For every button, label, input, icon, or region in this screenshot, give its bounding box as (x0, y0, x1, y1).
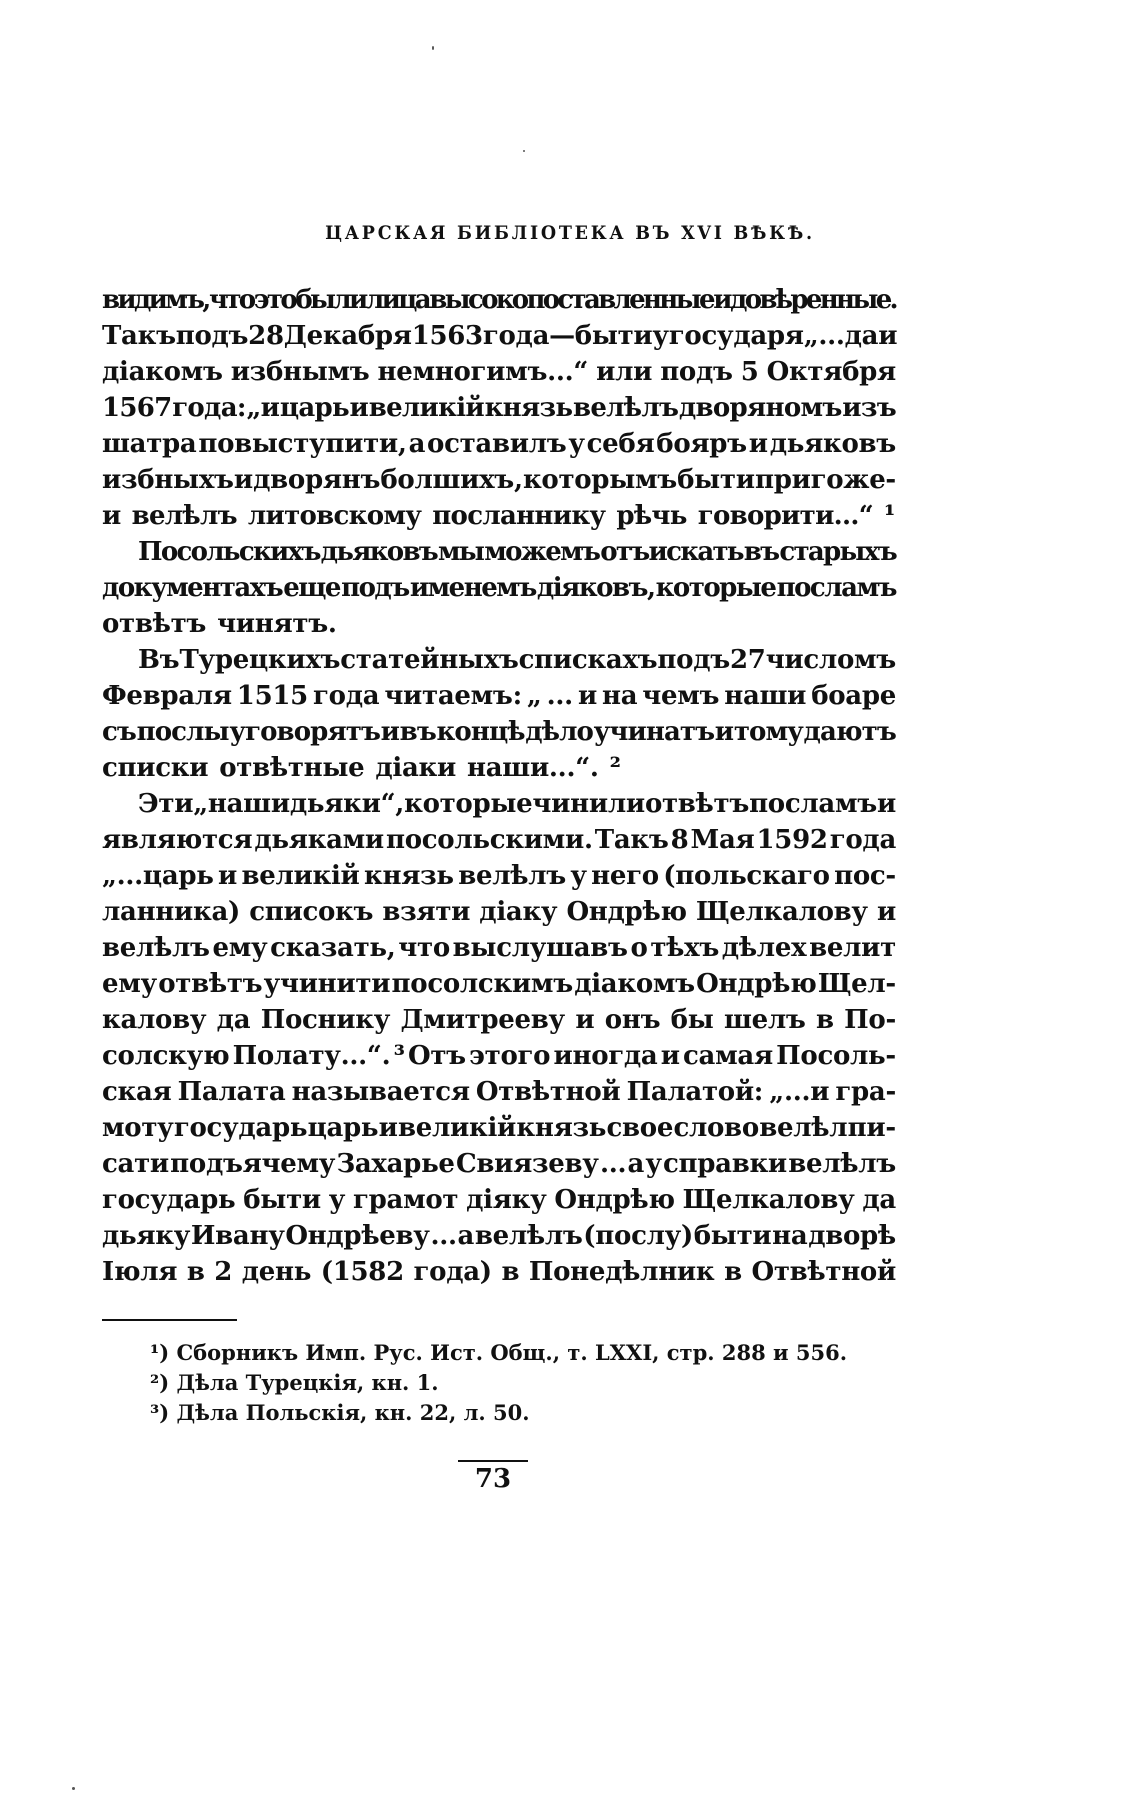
word: у (570, 861, 587, 891)
word: шатра (102, 429, 197, 459)
word: являются (102, 825, 253, 855)
word: день (241, 1257, 312, 1287)
word: рѣчь (616, 501, 687, 531)
word: Щелкалову (682, 1185, 855, 1215)
word: ская (102, 1077, 172, 1107)
body-text (102, 282, 896, 1290)
word: Отъ (408, 1041, 466, 1071)
word: и (102, 501, 121, 531)
word: Отвѣтной (475, 1077, 621, 1107)
word: и (876, 789, 896, 819)
word: и (660, 1041, 680, 1071)
word: или (596, 357, 653, 387)
word: Мая (690, 825, 755, 855)
word: велит (809, 933, 896, 963)
word: даютъ (803, 717, 896, 747)
word: Понедѣлник (528, 1257, 715, 1287)
word: и (713, 285, 730, 315)
footnotes (150, 1338, 910, 1428)
word: Ондрѣю (566, 897, 687, 927)
word: года—быти (482, 321, 653, 351)
word: Щел- (817, 969, 896, 999)
text-line (102, 1002, 896, 1038)
word: да (862, 1185, 896, 1215)
word: это (253, 285, 295, 315)
text-line (102, 894, 896, 930)
word: концѣ (436, 717, 525, 747)
word: дворянъ (253, 465, 381, 495)
word: ему (102, 969, 157, 999)
word: подъ (660, 357, 733, 387)
word: Посольскихъ (138, 537, 320, 567)
word: царь (279, 393, 349, 423)
word: Въ (138, 645, 180, 675)
word: лица (365, 285, 429, 315)
word: слово (673, 1113, 759, 1143)
word: государь (173, 1113, 308, 1143)
word: Ондрѣю (696, 969, 817, 999)
word: а (457, 1221, 475, 1251)
word: солскую (102, 1041, 230, 1071)
text-line (102, 1218, 896, 1254)
word: велѣлъ (458, 861, 566, 891)
word: видимъ, (102, 285, 209, 315)
text-line (102, 858, 896, 894)
word: Ондрѣю (554, 1185, 675, 1215)
word: князь (516, 1113, 607, 1143)
word: в (186, 1257, 205, 1287)
word: Палатой: (626, 1077, 764, 1107)
word: подъ (657, 645, 730, 675)
word: ему (212, 933, 268, 963)
word: которымъ (522, 465, 677, 495)
word: в (501, 1257, 520, 1287)
word: дѣлех (721, 933, 807, 963)
word: въ (399, 717, 436, 747)
word: гра- (835, 1077, 896, 1107)
word: велѣлъ (102, 933, 210, 963)
word: велѣлъ (788, 1149, 896, 1179)
word: посольскими. (385, 825, 593, 855)
word: пи- (847, 1113, 896, 1143)
word: статейныхъ (340, 645, 519, 675)
word: „наши (193, 789, 290, 819)
word: именемъ (409, 573, 536, 603)
word: можемъ (484, 537, 600, 567)
word: діаки (375, 753, 457, 783)
word: себя (586, 429, 655, 459)
word: діакомъ (102, 357, 223, 387)
word: чинили (532, 789, 645, 819)
word: подъячему (170, 1149, 336, 1179)
word: что (209, 285, 254, 315)
word: учинити (263, 969, 391, 999)
word: ... (599, 1149, 627, 1179)
word: ¹ (883, 501, 895, 531)
word: ... (430, 1221, 457, 1251)
footnote-text: Дѣла Турецкія, кн. 1. (176, 1370, 439, 1395)
text-line (102, 426, 896, 462)
word: литовскому (247, 501, 422, 531)
word: быти (677, 465, 755, 495)
word: калову (102, 1005, 207, 1035)
word: Дмитрееву (400, 1005, 565, 1035)
page-number: 73 (474, 1464, 512, 1494)
word: года: (172, 393, 246, 423)
word: дьяками (254, 825, 384, 855)
word: были (295, 285, 366, 315)
word: изъ (842, 393, 896, 423)
word: дѣло (525, 717, 593, 747)
word: и (378, 1113, 398, 1143)
word: о (630, 933, 648, 963)
word: и (878, 321, 898, 351)
word: Такъ (102, 321, 176, 351)
word: а (627, 1149, 645, 1179)
word: (послу) (583, 1221, 693, 1251)
word: діяку (466, 1185, 547, 1215)
word: отвѣтъ (644, 789, 749, 819)
text-line (102, 642, 896, 678)
word: послы (136, 717, 229, 747)
word: Такъ (594, 825, 669, 855)
word: этого (469, 1041, 551, 1071)
word: Щелкалову (695, 897, 868, 927)
word: отвѣтъ (158, 969, 263, 999)
word: и (876, 897, 896, 927)
word: довѣренные. (730, 285, 896, 315)
word: наши...“. (467, 753, 599, 783)
text-line (102, 678, 896, 714)
word: Ондрѣеву (285, 1221, 430, 1251)
word: дьяковъ (769, 429, 896, 459)
word: болшихъ, (380, 465, 523, 495)
word: наши (724, 681, 807, 711)
word: чемъ (642, 681, 720, 711)
word: и (349, 393, 369, 423)
word: въ (743, 537, 779, 567)
word: в (815, 1005, 834, 1035)
word: 27 (729, 645, 766, 675)
word: „...царь (102, 861, 214, 891)
word: Отвѣтной (751, 1257, 896, 1287)
text-line (102, 714, 896, 750)
text-line (102, 750, 896, 786)
word: Октября (766, 357, 896, 387)
word: и (748, 429, 768, 459)
text-line (102, 1146, 896, 1182)
word: великій (368, 393, 484, 423)
word: иногда (553, 1041, 658, 1071)
word: „...да (803, 321, 879, 351)
word: князь (484, 393, 573, 423)
word: у (645, 1149, 662, 1179)
word: говорити...“ (697, 501, 873, 531)
word: царь (307, 1113, 379, 1143)
word: великій (397, 1113, 517, 1143)
word: посланнику (432, 501, 606, 531)
word: отвѣтные (219, 753, 365, 783)
word: „ (526, 681, 542, 711)
footnote (150, 1398, 910, 1428)
word: (1582 (320, 1257, 404, 1287)
word: Палата (177, 1077, 286, 1107)
text-line (102, 534, 896, 570)
word: 1592 (756, 825, 828, 855)
text-line (102, 318, 896, 354)
word: государя (668, 321, 804, 351)
running-header: ЦАРСКАЯ БИБЛІОТЕКА ВЪ XVI ВѢКѢ. (325, 222, 815, 244)
text-line (102, 1038, 896, 1074)
word: оставилъ (427, 429, 567, 459)
word: чинятъ. (217, 609, 337, 639)
word: у (568, 429, 585, 459)
word: посолскимъ (391, 969, 573, 999)
footnote-text: Дѣла Польскія, кн. 22, л. 50. (176, 1400, 530, 1425)
word: Посоль- (776, 1041, 896, 1071)
word: высокопоставленные (429, 285, 713, 315)
word: 2 (214, 1257, 233, 1287)
word: 1563 (411, 321, 483, 351)
word: справки (663, 1149, 787, 1179)
text-line (102, 354, 896, 390)
word: у (328, 1185, 346, 1215)
word: подъ (175, 321, 249, 351)
word: и (218, 861, 238, 891)
word: пригоже- (754, 465, 896, 495)
word: а (408, 429, 426, 459)
word: самая (683, 1041, 773, 1071)
word: ... (546, 681, 573, 711)
text-line (102, 966, 896, 1002)
word: свое (606, 1113, 674, 1143)
word: посламъ (776, 573, 896, 603)
word: быти (243, 1185, 321, 1215)
word: ² (609, 753, 621, 783)
text-line (102, 930, 896, 966)
word: „и (246, 393, 280, 423)
word: онъ (604, 1005, 661, 1035)
word: грамот (353, 1185, 459, 1215)
word: и (577, 681, 597, 711)
word: 1515 (236, 681, 308, 711)
text-line (102, 1074, 896, 1110)
footnote-marker: ¹) (150, 1340, 170, 1365)
word: Февраля (102, 681, 232, 711)
word: избнымъ (230, 357, 370, 387)
word: быти (693, 1221, 772, 1251)
word: списокъ (249, 897, 374, 927)
paper-speck (523, 150, 525, 152)
text-line (102, 570, 896, 606)
word: да (216, 1005, 251, 1035)
paper-speck (432, 46, 434, 50)
word: діяковъ, (536, 573, 655, 603)
word: Полату...“. (232, 1041, 391, 1071)
word: отъискать (600, 537, 743, 567)
word: повыступити, (198, 429, 407, 459)
footnote (150, 1368, 910, 1398)
word: спискахъ (518, 645, 658, 675)
word: ланника) (102, 897, 241, 927)
word: „...и (769, 1077, 830, 1107)
word: діаку (479, 897, 558, 927)
word: 28 (248, 321, 284, 351)
text-line (102, 462, 896, 498)
word: на (601, 681, 638, 711)
word: (польскаго (663, 861, 830, 891)
word: 5 (740, 357, 759, 387)
word: на (772, 1221, 808, 1251)
word: и (575, 1005, 595, 1035)
word: и (380, 717, 400, 747)
word: подъ (341, 573, 409, 603)
word: называется (291, 1077, 470, 1107)
text-line (102, 498, 896, 534)
word: сказать, (270, 933, 396, 963)
word: и (714, 717, 734, 747)
word: дьяку (102, 1221, 191, 1251)
word: документахъ (102, 573, 283, 603)
word: выслушавъ (452, 933, 628, 963)
text-line (102, 282, 896, 318)
word: тому (733, 717, 803, 747)
text-line (102, 822, 896, 858)
word: велѣл (759, 1113, 848, 1143)
word: в (724, 1257, 742, 1287)
word: велѣлъ (572, 393, 679, 423)
word: Декабря (283, 321, 412, 351)
word: 8 (670, 825, 689, 855)
page-number-rule (458, 1460, 528, 1462)
text-line (102, 606, 896, 642)
word: года) (413, 1257, 492, 1287)
word: бояръ (656, 429, 747, 459)
word: По- (844, 1005, 896, 1035)
word: года (313, 681, 380, 711)
word: года (829, 825, 896, 855)
word: мы (438, 537, 484, 567)
word: и (233, 465, 253, 495)
word: читаемъ: (384, 681, 522, 711)
footnote-marker: ²) (150, 1370, 170, 1395)
word: ³ (393, 1041, 405, 1071)
word: пос- (834, 861, 896, 891)
word: старыхъ (779, 537, 896, 567)
word: взяти (382, 897, 471, 927)
text-line (102, 1110, 896, 1146)
word: немногимъ...“ (377, 357, 589, 387)
word: у (652, 321, 669, 351)
word: велѣлъ (131, 501, 237, 531)
word: шелъ (723, 1005, 806, 1035)
word: уговорятъ (229, 717, 381, 747)
word: которые (655, 573, 776, 603)
word: Эти (138, 789, 194, 819)
word: дворѣ (808, 1221, 896, 1251)
word: Іюля (102, 1257, 178, 1287)
word: князь (364, 861, 454, 891)
word: велѣлъ (474, 1221, 583, 1251)
word: посламъ (749, 789, 877, 819)
word: сати (102, 1149, 169, 1179)
text-line (102, 390, 896, 426)
word: тѣхъ (650, 933, 719, 963)
footnote-separator (102, 1319, 237, 1321)
word: бы (670, 1005, 714, 1035)
word: учинатъ (593, 717, 715, 747)
word: еще (283, 573, 340, 603)
word: списки (102, 753, 209, 783)
word: отвѣтъ (102, 609, 207, 639)
word: боаре (811, 681, 896, 711)
word: что (398, 933, 450, 963)
word: діакомъ (574, 969, 695, 999)
word: государь (102, 1185, 236, 1215)
paper-speck (72, 1787, 75, 1790)
word: избныхъ (102, 465, 234, 495)
word: которые (404, 789, 533, 819)
word: Захарье (336, 1149, 455, 1179)
footnote-marker: ³) (150, 1400, 170, 1425)
text-line (102, 1254, 896, 1290)
word: Поснику (260, 1005, 391, 1035)
text-line (102, 786, 896, 822)
word: Свиязеву (455, 1149, 599, 1179)
word: съ (102, 717, 136, 747)
word: моту (102, 1113, 174, 1143)
word: числомъ (765, 645, 896, 675)
word: него (591, 861, 659, 891)
word: дьяки“, (289, 789, 405, 819)
word: великій (241, 861, 360, 891)
text-line (102, 1182, 896, 1218)
word: 1567 (102, 393, 172, 423)
word: дьяковъ (320, 537, 438, 567)
footnote-text: Сборникъ Имп. Рус. Ист. Общ., т. LXXI, стр. 288 и 556. (176, 1340, 848, 1365)
footnote (150, 1338, 910, 1368)
word: дворяномъ (678, 393, 842, 423)
word: Ивану (190, 1221, 285, 1251)
word: Турецкихъ (179, 645, 341, 675)
